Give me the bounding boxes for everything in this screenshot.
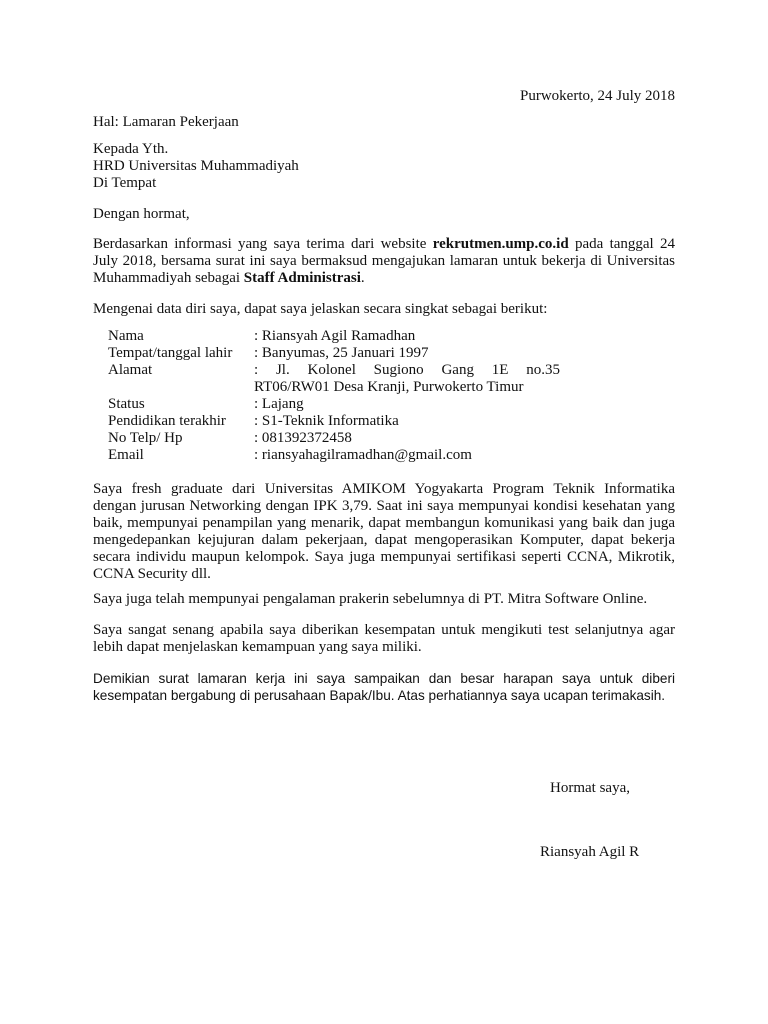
- personal-data-table: [108, 328, 560, 464]
- fresh-line-2: dengan jurusan Networking dengan IPK 3,79. Saat ini saya mempunyai kondisi kesehatan yang: [93, 498, 675, 514]
- intro-text-3b: .: [360, 270, 365, 286]
- status-label: Status: [108, 396, 145, 412]
- education-value: : S1-Teknik Informatika: [254, 413, 399, 429]
- kesempatan-paragraph: [93, 622, 675, 656]
- fresh-line-5: secara individu maupun kelompok. Saya juga mempunyai sertifikasi seperti CCNA, Mikrotik,: [93, 549, 675, 565]
- recipient-line-2: HRD Universitas Muhammadiyah: [93, 158, 299, 174]
- data-row-birth: [108, 345, 560, 362]
- data-row-phone: [108, 430, 560, 447]
- intro-text-1a: Berdasarkan informasi yang saya terima dari website: [93, 236, 433, 252]
- prakerin-paragraph: Saya juga telah mempunyai pengalaman prakerin sebelumnya di PT. Mitra Software Online.: [93, 591, 648, 607]
- name-label: Nama: [108, 328, 144, 344]
- kesempatan-line-2: lebih dapat menjelaskan kemampuan yang saya miliki.: [93, 639, 422, 655]
- intro-text-3a: Muhammadiyah sebagai: [93, 270, 244, 286]
- phone-value: : 081392372458: [254, 430, 352, 446]
- birth-value: : Banyumas, 25 Januari 1997: [254, 345, 429, 361]
- recipient-line-1: Kepada Yth.: [93, 141, 169, 157]
- address-value-line-1: : Jl. Kolonel Sugiono Gang 1E no.35: [254, 362, 560, 378]
- email-value: : riansyahagilramadhan@gmail.com: [254, 447, 472, 463]
- birth-label: Tempat/tanggal lahir: [108, 345, 233, 361]
- fresh-graduate-paragraph: [93, 481, 675, 583]
- intro-paragraph: [93, 236, 675, 287]
- demikian-line-1: Demikian surat lamaran kerja ini saya sampaikan dan besar harapan saya untuk diberi: [93, 671, 675, 686]
- recipient-block: [93, 141, 299, 192]
- fresh-line-4: mengedepankan kejujuran dalam pekerjaan, dapat mengoperasikan Komputer, dapat bekerja: [93, 532, 675, 548]
- position-name: Staff Administrasi: [243, 270, 361, 286]
- phone-label: No Telp/ Hp: [108, 430, 183, 446]
- fresh-line-6: CCNA Security dll.: [93, 566, 211, 582]
- intro-line-2: July 2018, bersama surat ini saya bermaksud mengajukan lamaran untuk bekerja di Universitas: [93, 253, 675, 269]
- closing-salutation: Hormat saya,: [550, 780, 630, 796]
- email-label: Email: [108, 447, 144, 463]
- data-row-email: [108, 447, 560, 464]
- place-date: Purwokerto, 24 July 2018: [520, 88, 675, 104]
- address-label: Alamat: [108, 362, 153, 378]
- status-value: : Lajang: [254, 396, 304, 412]
- kesempatan-line-1: Saya sangat senang apabila saya diberikan kesempatan untuk mengikuti test selanjutnya agar: [93, 622, 675, 638]
- data-intro: Mengenai data diri saya, dapat saya jelaskan secara singkat sebagai berikut:: [93, 301, 548, 317]
- data-row-address-cont: [108, 379, 560, 396]
- intro-line-3: [93, 270, 675, 287]
- data-row-education: [108, 413, 560, 430]
- fresh-line-1: Saya fresh graduate dari Universitas AMIKOM Yogyakarta Program Teknik Informatika: [93, 481, 675, 497]
- website-name: rekrutmen.ump.co.id: [432, 236, 569, 252]
- fresh-line-3: baik, mempunyai penampilan yang menarik, dapat membangun komunikasi yang baik dan juga: [93, 515, 675, 531]
- intro-text-1b: pada tanggal 24: [568, 236, 676, 252]
- letter-subject: Hal: Lamaran Pekerjaan: [93, 114, 239, 130]
- data-row-status: [108, 396, 560, 413]
- data-row-name: [108, 328, 560, 345]
- demikian-paragraph: [93, 670, 675, 704]
- greeting: Dengan hormat,: [93, 206, 190, 222]
- data-row-address: [108, 362, 560, 379]
- signature-name: Riansyah Agil R: [540, 844, 640, 860]
- name-value: : Riansyah Agil Ramadhan: [254, 328, 416, 344]
- recipient-line-3: Di Tempat: [93, 175, 157, 191]
- demikian-line-2: kesempatan bergabung di perusahaan Bapak/Ibu. Atas perhatiannya saya ucapan terimakasih.: [93, 688, 666, 703]
- education-label: Pendidikan terakhir: [108, 413, 226, 429]
- intro-line-1: [93, 236, 675, 253]
- address-value-line-2: RT06/RW01 Desa Kranji, Purwokerto Timur: [254, 379, 524, 395]
